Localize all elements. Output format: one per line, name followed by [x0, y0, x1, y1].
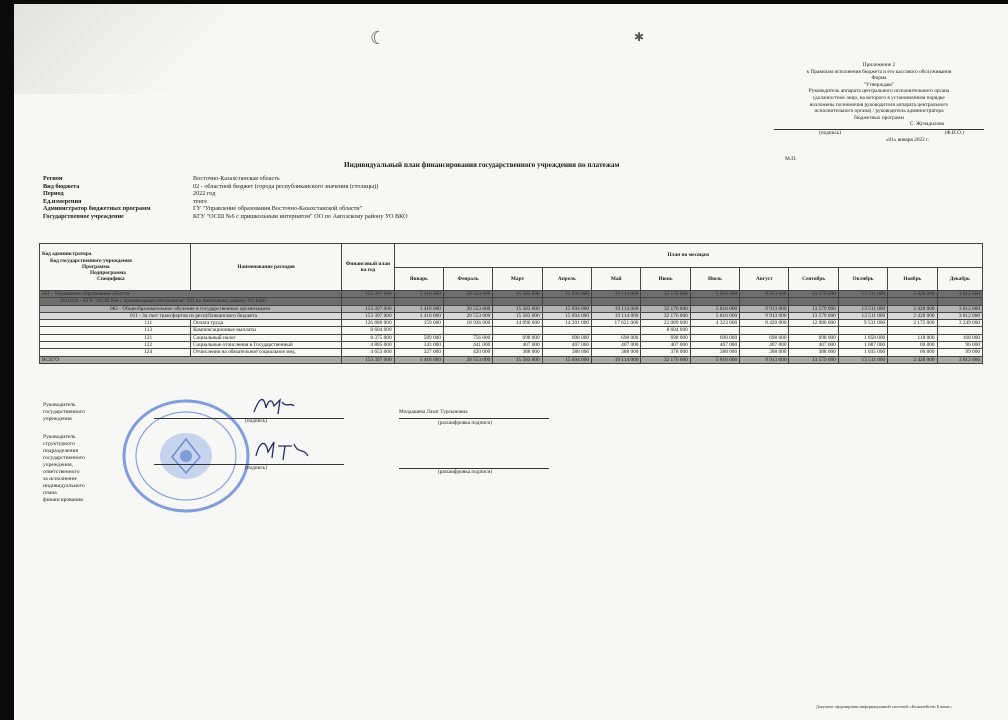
head-label: Руководитель государственного учреждения: [43, 402, 85, 422]
row-label: 011 - За счет трансфертов из республиканского бюджета: [40, 312, 342, 319]
row-annual: 4 885 000: [342, 342, 394, 349]
month-cell: [493, 327, 542, 334]
month-cell: 15 694 000: [542, 356, 591, 363]
month-cell: 378 000: [641, 349, 690, 356]
row-annual: 153 397 000: [342, 291, 394, 298]
table-row: [40, 291, 983, 298]
month-cell: 20 553 000: [443, 291, 492, 298]
approval-line: исполнительного органа) / руководитель администратора: [814, 108, 944, 115]
code-header-line: Код администратора: [42, 251, 92, 258]
month-header-cell: Апрель: [542, 267, 591, 291]
table-row: [40, 334, 983, 341]
month-cell: 1 087 000: [838, 342, 887, 349]
table-row: [40, 342, 983, 349]
month-cell: 407 000: [789, 342, 838, 349]
unit-label-line: индивидуального плана финансирования: [43, 483, 85, 503]
month-cell: 13 579 000: [789, 291, 838, 298]
month-cell: 698 000: [690, 334, 739, 341]
unit-name-label: (расшифровка подписи): [438, 469, 493, 475]
meta-key: Вид бюджета: [43, 182, 80, 190]
row-annual: 153 397 000: [342, 312, 394, 319]
month-cell: [838, 298, 887, 305]
month-cell: 19 114 000: [592, 291, 641, 298]
month-header-cell: Сентябрь: [789, 267, 838, 291]
month-cell: 2 428 000: [888, 305, 937, 312]
unit-label-line: Руководитель структурного подразделения государственного: [43, 434, 85, 461]
month-cell: [740, 298, 789, 305]
month-header-cell: Март: [493, 267, 542, 291]
code-header-line: Специфика: [97, 276, 125, 283]
month-cell: 407 000: [592, 342, 641, 349]
unit-sign-label: (подпись): [245, 465, 267, 471]
month-cell: 22 089 000: [641, 320, 690, 327]
month-cell: [443, 298, 492, 305]
document-meta: [43, 175, 408, 221]
month-cell: 9 913 000: [740, 356, 789, 363]
month-header-cell: Июль: [690, 267, 739, 291]
row-annual: 153 397 000: [342, 305, 394, 312]
meta-row: [43, 213, 408, 221]
month-cell: 388 000: [493, 349, 542, 356]
row-label: Социальные отчисления в Государственный: [191, 342, 342, 349]
month-cell: 18 936 000: [443, 320, 492, 327]
month-cell: [542, 298, 591, 305]
month-cell: 15 583 000: [493, 356, 542, 363]
scan-mark: ✱: [634, 30, 645, 44]
row-annual: 8 375 000: [342, 334, 394, 341]
month-header-cell: Октябрь: [838, 267, 887, 291]
month-cell: 9 913 000: [740, 305, 789, 312]
month-cell: 1 418 000: [394, 305, 443, 312]
month-header-cell: Февраль: [443, 267, 492, 291]
meta-value: ГУ "Управление образования Восточно-Казахстанской области": [193, 205, 363, 213]
unit-signature: [252, 436, 312, 462]
month-cell: [394, 298, 443, 305]
document-title: Индивидуальный план финансирования государственного учреждения по платежам: [344, 161, 620, 169]
row-annual: 8 604 000: [342, 327, 394, 334]
table-row: [40, 320, 983, 327]
approval-line: Форма: [871, 75, 887, 82]
month-cell: 12 086 000: [789, 320, 838, 327]
approval-block: [774, 62, 984, 143]
month-cell: 15 694 000: [542, 305, 591, 312]
footer-note: Документ сформирован информационной системой «Казначейство Клиент»: [816, 704, 952, 709]
month-cell: 2 428 000: [888, 312, 937, 319]
month-cell: 14 201 000: [542, 320, 591, 327]
month-cell: 2 175 000: [888, 320, 937, 327]
row-code: 122: [40, 342, 191, 349]
plan-body: [40, 291, 983, 364]
month-cell: 388 000: [690, 349, 739, 356]
stamp-place-label: М.П.: [785, 156, 797, 162]
month-cell: 32 176 000: [641, 356, 690, 363]
month-cell: 698 000: [493, 334, 542, 341]
month-cell: 343 000: [394, 342, 443, 349]
month-cell: 407 000: [493, 342, 542, 349]
row-annual: 4 653 000: [342, 349, 394, 356]
month-cell: 15 694 000: [542, 312, 591, 319]
table-row: [40, 327, 983, 334]
table-row: [40, 298, 983, 305]
approval-line: возложены полномочия руководителя аппарата центрального: [809, 101, 949, 108]
code-header-line: Программа: [82, 263, 110, 270]
month-cell: 388 000: [740, 349, 789, 356]
code-header-line: Код государственного учреждения: [50, 257, 132, 264]
month-cell: 14 090 000: [493, 320, 542, 327]
signature-label: (подпись): [819, 129, 841, 136]
month-cell: 5 816 000: [690, 356, 739, 363]
month-cell: 13 511 000: [838, 291, 887, 298]
month-cell: [888, 327, 937, 334]
month-cell: 13 511 000: [838, 305, 887, 312]
approval-line: "Утверждаю": [863, 81, 895, 88]
table-row: [40, 305, 983, 312]
scan-mark: ☾: [370, 28, 387, 48]
meta-key: Государственное учреждение: [43, 212, 124, 220]
row-label: Оплата труда: [191, 320, 342, 327]
month-cell: 19 114 000: [592, 312, 641, 319]
month-cell: [592, 327, 641, 334]
month-cell: 1 035 000: [838, 349, 887, 356]
month-cell: 20 553 000: [443, 312, 492, 319]
months-header: План по месяцам: [394, 244, 982, 268]
approval-date: «01» января 2022 г.: [885, 136, 929, 143]
month-cell: 5 816 000: [690, 312, 739, 319]
financing-plan-table: [39, 243, 983, 364]
month-cell: 66 000: [888, 349, 937, 356]
month-cell: 168 000: [937, 334, 982, 341]
meta-value: Восточно-Казахстанская область: [193, 175, 280, 182]
meta-row: [43, 190, 408, 198]
meta-key: Период: [43, 190, 64, 198]
approval-signature-row: [774, 129, 984, 137]
month-cell: 4 323 000: [690, 320, 739, 327]
row-label: 082 - Общеобразовательное обучение в государственных организациях: [40, 305, 342, 312]
month-cell: 3 249 000: [937, 320, 982, 327]
month-header-cell: Август: [740, 267, 789, 291]
month-cell: [443, 327, 492, 334]
month-cell: 9 913 000: [740, 291, 789, 298]
month-cell: 1 418 000: [394, 291, 443, 298]
month-cell: 1 418 000: [394, 312, 443, 319]
month-header-cell: Ноябрь: [888, 267, 937, 291]
month-cell: 698 000: [740, 334, 789, 341]
month-cell: 1 858 000: [838, 334, 887, 341]
month-cell: 698 000: [542, 334, 591, 341]
document-page: [14, 4, 1008, 720]
month-cell: [493, 298, 542, 305]
month-cell: 8 604 000: [641, 327, 690, 334]
month-cell: 388 000: [542, 349, 591, 356]
month-cell: 407 000: [641, 342, 690, 349]
row-annual: 153 397 000: [342, 356, 394, 363]
month-header-cell: Май: [592, 267, 641, 291]
head-name: Молдашева Лазат Турсыновна: [399, 409, 468, 415]
table-row: [40, 349, 983, 356]
month-cell: 99 000: [937, 349, 982, 356]
month-cell: 5 816 000: [690, 305, 739, 312]
meta-key: Администратор бюджетных программ: [43, 205, 151, 213]
month-cell: 698 000: [592, 334, 641, 341]
head-name-label: (расшифровка подписи): [438, 420, 493, 426]
month-cell: 15 583 000: [493, 291, 542, 298]
meta-value: КГУ "ОСШ №6 с пришкольным интернатом" ОО по Аягозскому району УО ВКО: [193, 212, 408, 220]
month-cell: 19 114 000: [592, 305, 641, 312]
name-label: (Ф.И.О.): [944, 129, 964, 136]
month-cell: 3 612 000: [937, 305, 982, 312]
code-header-line: Подпрограмма: [90, 270, 126, 277]
month-cell: 756 000: [443, 334, 492, 341]
month-cell: 9 531 000: [838, 320, 887, 327]
month-cell: 13 511 000: [838, 312, 887, 319]
annual-header: Финансовый план на год: [342, 244, 394, 291]
month-cell: [888, 298, 937, 305]
code-header: [40, 244, 191, 291]
approval-line: Приложение 2: [862, 62, 896, 68]
row-label: 261 - Управление образования области: [40, 291, 342, 298]
unit-label-line: учреждения, ответственного за исполнение: [43, 462, 80, 482]
unit-label: [43, 434, 85, 504]
month-header-cell: Декабрь: [937, 267, 982, 291]
month-cell: [838, 327, 887, 334]
row-annual: 126 880 000: [342, 320, 394, 327]
month-cell: 15 583 000: [493, 312, 542, 319]
month-cell: 3 612 000: [937, 291, 982, 298]
meta-value: тенге: [193, 197, 207, 205]
month-cell: [690, 298, 739, 305]
table-row: [40, 312, 983, 319]
month-cell: 20 553 000: [443, 305, 492, 312]
row-code: 124: [40, 349, 191, 356]
month-cell: 407 000: [690, 342, 739, 349]
row-label: Социальный налог: [191, 334, 342, 341]
month-cell: 17 621 000: [592, 320, 641, 327]
meta-value: 2022 год: [193, 190, 216, 198]
month-cell: 3 612 000: [937, 312, 982, 319]
row-code: 121: [40, 334, 191, 341]
month-cell: [789, 298, 838, 305]
month-cell: 9 913 000: [740, 312, 789, 319]
month-cell: 2 428 000: [888, 356, 937, 363]
month-cell: 441 000: [443, 342, 492, 349]
meta-row: [43, 198, 408, 206]
month-cell: 15 694 000: [542, 291, 591, 298]
month-cell: 698 000: [789, 334, 838, 341]
official-seal: [120, 397, 252, 515]
month-cell: 5 816 000: [690, 291, 739, 298]
month-cell: [937, 298, 982, 305]
month-cell: 20 553 000: [443, 356, 492, 363]
row-code: 113: [40, 327, 191, 334]
meta-key: Ед.измерения: [43, 197, 82, 205]
row-annual: [342, 298, 394, 305]
head-name-line: [399, 418, 549, 419]
month-cell: 8 420 000: [740, 320, 789, 327]
row-label: Компенсационные выплаты: [191, 327, 342, 334]
meta-row: [43, 183, 408, 191]
month-cell: [394, 327, 443, 334]
row-label: ВСЕГО: [40, 356, 342, 363]
month-cell: 96 000: [937, 342, 982, 349]
month-cell: 118 000: [888, 334, 937, 341]
month-cell: [641, 298, 690, 305]
month-cell: 2 428 000: [888, 291, 937, 298]
month-cell: 420 000: [443, 349, 492, 356]
month-header-cell: Июнь: [641, 267, 690, 291]
month-cell: 32 176 000: [641, 291, 690, 298]
month-cell: 69 000: [888, 342, 937, 349]
month-cell: 32 176 000: [641, 305, 690, 312]
month-cell: [690, 327, 739, 334]
month-cell: 13 511 000: [838, 356, 887, 363]
month-cell: 15 583 000: [493, 305, 542, 312]
month-cell: 13 579 000: [789, 305, 838, 312]
month-cell: 32 176 000: [641, 312, 690, 319]
approval-line: Руководитель аппарата центрального исполнительного органа: [808, 88, 950, 95]
approver-name: С. Жунадилова: [909, 121, 944, 128]
month-header-cell: Январь: [394, 267, 443, 291]
month-cell: 698 000: [641, 334, 690, 341]
month-cell: [542, 327, 591, 334]
month-cell: 13 579 000: [789, 312, 838, 319]
approval-line: бюджетных программ: [854, 114, 904, 121]
month-cell: 407 000: [740, 342, 789, 349]
month-cell: 19 114 000: [592, 356, 641, 363]
meta-key: Регион: [43, 175, 63, 182]
month-cell: 327 000: [394, 349, 443, 356]
month-cell: 388 000: [592, 349, 641, 356]
meta-row: [43, 205, 408, 213]
row-label: Отчисления на обязательное социальное мед.: [191, 349, 342, 356]
month-cell: 3 612 000: [937, 356, 982, 363]
approval-line: к Правилам исполнения бюджета и его кассового обслуживания: [806, 68, 952, 75]
table-row: [40, 356, 983, 363]
month-cell: 388 000: [789, 349, 838, 356]
row-code: 111: [40, 320, 191, 327]
month-cell: [937, 327, 982, 334]
month-cell: 13 579 000: [789, 356, 838, 363]
approval-line: (должностное лицо, на которого в установленном порядке: [813, 94, 945, 101]
head-sign-label: (подпись): [245, 418, 267, 424]
row-label: 2616242 - КГУ "ОСШ №6 с пришкольным интернатом" ОО по Аягозскому району УО ВКО: [40, 298, 342, 305]
head-signature: [250, 394, 298, 418]
month-cell: [789, 327, 838, 334]
month-cell: 407 000: [542, 342, 591, 349]
name-header: Наименование расходов: [191, 244, 342, 291]
month-cell: 589 000: [394, 334, 443, 341]
month-cell: [740, 327, 789, 334]
meta-value: 02 - областной бюджет (города республиканского значения (столицы)): [193, 182, 379, 190]
meta-row: [43, 175, 408, 183]
month-cell: 159 000: [394, 320, 443, 327]
month-cell: 1 418 000: [394, 356, 443, 363]
month-cell: [592, 298, 641, 305]
